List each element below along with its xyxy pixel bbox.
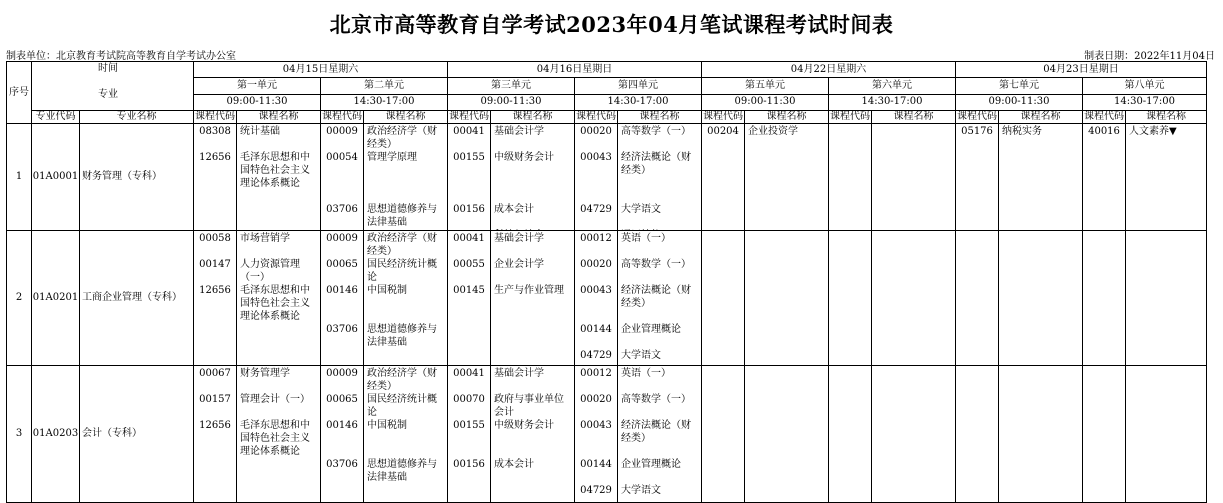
- course-code-cell: [1083, 366, 1126, 503]
- course-name-cell: [999, 366, 1083, 503]
- day-header: 04月16日星期日: [448, 62, 702, 78]
- course-name: 中国税制: [367, 420, 407, 431]
- course-name: 思想道德修养与法律基础: [367, 204, 437, 228]
- course-code: 03706: [326, 459, 358, 470]
- course-code-cell: [321, 124, 364, 231]
- course-code: 04729: [580, 485, 612, 496]
- course-code: 12656: [199, 152, 231, 163]
- course-code: 00144: [580, 459, 612, 470]
- course-code-cell: [194, 124, 237, 231]
- course-code-cell: [1083, 231, 1126, 366]
- page-title: 北京市高等教育自学考试2023年04月笔试课程考试时间表: [329, 12, 894, 37]
- course-code: 00041: [453, 126, 485, 137]
- course-code: 00041: [453, 233, 485, 244]
- course-name-cell: [237, 231, 321, 366]
- course-code: 00020: [580, 394, 612, 405]
- course-code: 00156: [453, 459, 485, 470]
- course-name-cell: [618, 231, 702, 366]
- course-code-header: 课程代码: [830, 111, 870, 122]
- major-code: 01A0201: [32, 231, 80, 366]
- course-code: 00020: [580, 126, 612, 137]
- table-row: [7, 231, 1207, 366]
- course-code: 00043: [580, 420, 612, 431]
- course-code: 00009: [326, 233, 358, 244]
- course-code-cell: [702, 124, 745, 231]
- course-name: 中国税制: [367, 285, 407, 296]
- course-code-cell: [575, 366, 618, 503]
- course-code: 00012: [580, 233, 612, 244]
- table-row: [7, 124, 1207, 231]
- course-name: 市场营销学: [240, 233, 290, 244]
- course-code-cell: [702, 366, 745, 503]
- course-name: 国民经济统计概论: [367, 259, 437, 283]
- course-name-cell: [491, 366, 575, 503]
- course-name-cell: [491, 231, 575, 366]
- row-seq: 1: [7, 124, 32, 231]
- major-code-header: 专业代码: [32, 111, 80, 124]
- course-name: 纳税实务: [1002, 126, 1042, 137]
- major-name: 财务管理（专科）: [80, 124, 194, 231]
- course-name: 经济法概论（财经类）: [621, 285, 691, 309]
- course-code: 00067: [199, 368, 231, 379]
- unit-header: 第七单元: [956, 78, 1083, 94]
- course-name: 政治经济学（财经类）: [367, 233, 437, 257]
- row-seq: 2: [7, 231, 32, 366]
- course-name: 毛泽东思想和中国特色社会主义理论体系概论: [240, 420, 310, 457]
- day-header: 04月22日星期六: [702, 62, 956, 78]
- unit-header: 第三单元: [448, 78, 575, 94]
- course-code-cell: [321, 231, 364, 366]
- course-name-cell: [1126, 124, 1207, 231]
- course-name: 成本会计: [494, 204, 534, 215]
- major-code: 01A0001: [32, 124, 80, 231]
- course-code-cell: [448, 124, 491, 231]
- seq-header: 序号: [7, 62, 32, 124]
- course-code: 40016: [1088, 126, 1120, 137]
- time-range: 09:00-11:30: [702, 94, 829, 110]
- course-code-cell: [575, 124, 618, 231]
- course-name: 管理学原理: [367, 152, 417, 163]
- course-name-cell: [872, 231, 956, 366]
- course-name: 人力资源管理（一）: [240, 259, 300, 283]
- course-name: 大学语文: [621, 204, 661, 215]
- course-name-cell: [872, 124, 956, 231]
- row-seq: 3: [7, 366, 32, 503]
- course-name: 政治经济学（财经类）: [367, 368, 437, 392]
- course-name: 毛泽东思想和中国特色社会主义理论体系概论: [240, 152, 310, 189]
- course-code-cell: [829, 366, 872, 503]
- course-code-header: 课程代码: [957, 111, 997, 122]
- course-name-header: 课程名称: [1126, 111, 1207, 124]
- course-name: 英语（一）: [621, 233, 671, 244]
- course-name-cell: [364, 366, 448, 503]
- course-code: 00041: [453, 368, 485, 379]
- issuer-label: 制表单位：北京教育考试院高等教育自学考试办公室: [6, 51, 236, 62]
- course-code: 00144: [580, 324, 612, 335]
- day-header: 04月15日星期六: [194, 62, 448, 78]
- course-code: 00043: [580, 285, 612, 296]
- time-major-header: [32, 62, 194, 111]
- date-label: 制表日期：2022年11月04日: [1084, 51, 1215, 62]
- unit-header: 第六单元: [829, 78, 956, 94]
- time-range: 09:00-11:30: [448, 94, 575, 110]
- course-name: 管理会计（一）: [240, 394, 310, 405]
- course-code-cell: [956, 231, 999, 366]
- course-code-cell: [321, 366, 364, 503]
- course-name-cell: [1126, 366, 1207, 503]
- course-code-cell: [702, 231, 745, 366]
- time-range: 09:00-11:30: [194, 94, 321, 110]
- table-row: [7, 366, 1207, 503]
- course-name: 英语（一）: [621, 368, 671, 379]
- course-code: 00204: [707, 126, 739, 137]
- exam-schedule-table: [6, 61, 1207, 503]
- time-range: 14:30-17:00: [1083, 94, 1207, 110]
- course-name: 大学语文: [621, 350, 661, 361]
- course-code: 03706: [326, 204, 358, 215]
- time-range: 14:30-17:00: [321, 94, 448, 110]
- course-code: 05176: [961, 126, 993, 137]
- course-name-header: 课程名称: [491, 111, 575, 124]
- course-name-header: 课程名称: [618, 111, 702, 124]
- course-name: 财务管理学: [240, 368, 290, 379]
- course-code-header: 课程代码: [703, 111, 743, 122]
- course-name-cell: [745, 231, 829, 366]
- course-code-header: 课程代码: [449, 111, 489, 122]
- course-code: 04729: [580, 350, 612, 361]
- time-range: 09:00-11:30: [956, 94, 1083, 110]
- unit-header: 第二单元: [321, 78, 448, 94]
- course-code: 00155: [453, 152, 485, 163]
- course-code-cell: [448, 366, 491, 503]
- course-code-cell: [194, 231, 237, 366]
- course-code: 00147: [199, 259, 231, 270]
- course-name: 企业管理概论: [621, 324, 681, 335]
- unit-header: 第四单元: [575, 78, 702, 94]
- time-range: 14:30-17:00: [575, 94, 702, 110]
- course-name: 政府与事业单位会计: [494, 394, 564, 418]
- course-name: 企业会计学: [494, 259, 544, 270]
- schedule-body: [7, 124, 1207, 503]
- course-code: 00070: [453, 394, 485, 405]
- course-name-header: 课程名称: [745, 111, 829, 124]
- course-name: 政治经济学（财经类）: [367, 126, 437, 150]
- course-code-cell: [956, 124, 999, 231]
- course-name-cell: [999, 231, 1083, 366]
- course-code-cell: [448, 231, 491, 366]
- course-code: 00054: [326, 152, 358, 163]
- course-name: 思想道德修养与法律基础: [367, 459, 437, 483]
- course-name: 高等数学（一）: [621, 126, 691, 137]
- course-name-cell: [491, 124, 575, 231]
- course-name-header: 课程名称: [364, 111, 448, 124]
- course-code: 00065: [326, 259, 358, 270]
- time-range: 14:30-17:00: [829, 94, 956, 110]
- course-name: 中级财务会计: [494, 420, 554, 431]
- major-header: 专业: [98, 89, 118, 100]
- course-code-header: 课程代码: [1084, 111, 1124, 122]
- course-name: 生产与作业管理: [494, 285, 564, 296]
- major-name: 工商企业管理（专科）: [80, 231, 194, 366]
- course-code: 12656: [199, 285, 231, 296]
- course-code: 00020: [580, 259, 612, 270]
- course-code-header: 课程代码: [576, 111, 616, 122]
- course-code-cell: [575, 231, 618, 366]
- course-code: 00156: [453, 204, 485, 215]
- course-code: 00055: [453, 259, 485, 270]
- course-name-header: 课程名称: [237, 111, 321, 124]
- course-code-cell: [829, 231, 872, 366]
- course-code: 00145: [453, 285, 485, 296]
- course-code: 00009: [326, 126, 358, 137]
- major-name-header: 专业名称: [80, 111, 194, 124]
- course-name: 基础会计学: [494, 126, 544, 137]
- course-name-cell: [999, 124, 1083, 231]
- course-name-cell: [364, 124, 448, 231]
- course-code-cell: [956, 366, 999, 503]
- course-name-cell: [237, 124, 321, 231]
- course-name: 国民经济统计概论: [367, 394, 437, 418]
- course-name: 大学语文: [621, 485, 661, 496]
- course-name: 毛泽东思想和中国特色社会主义理论体系概论: [240, 285, 310, 322]
- course-name-cell: [237, 366, 321, 503]
- course-name-cell: [618, 124, 702, 231]
- course-code: 00043: [580, 152, 612, 163]
- course-code: 00146: [326, 285, 358, 296]
- unit-header: 第五单元: [702, 78, 829, 94]
- course-code: 00146: [326, 420, 358, 431]
- course-name: 基础会计学: [494, 368, 544, 379]
- course-name-cell: [364, 231, 448, 366]
- course-code-cell: [829, 124, 872, 231]
- course-name-header: 课程名称: [999, 111, 1083, 124]
- course-code-cell: [194, 366, 237, 503]
- course-name-cell: [618, 366, 702, 503]
- course-name: 基础会计学: [494, 233, 544, 244]
- course-code: 00058: [199, 233, 231, 244]
- unit-header: 第八单元: [1083, 78, 1207, 94]
- course-name-cell: [745, 124, 829, 231]
- course-code: 03706: [326, 324, 358, 335]
- day-header: 04月23日星期日: [956, 62, 1207, 78]
- course-name: 人文素养▼: [1129, 126, 1177, 137]
- course-code-header: 课程代码: [322, 111, 362, 122]
- course-code: 00155: [453, 420, 485, 431]
- course-code: 00012: [580, 368, 612, 379]
- course-code: 00009: [326, 368, 358, 379]
- course-name: 企业投资学: [748, 126, 798, 137]
- course-name: 成本会计: [494, 459, 534, 470]
- course-name: 中级财务会计: [494, 152, 554, 163]
- course-code: 12656: [199, 420, 231, 431]
- major-code: 01A0203: [32, 366, 80, 503]
- time-header: 时间: [98, 63, 118, 74]
- major-name: 会计（专科）: [80, 366, 194, 503]
- course-code-header: 课程代码: [195, 111, 235, 122]
- course-code: 04729: [580, 204, 612, 215]
- unit-header: 第一单元: [194, 78, 321, 94]
- course-name: 经济法概论（财经类）: [621, 152, 691, 176]
- course-name: 企业管理概论: [621, 459, 681, 470]
- course-code: 00065: [326, 394, 358, 405]
- course-name-cell: [872, 366, 956, 503]
- course-name-cell: [1126, 231, 1207, 366]
- course-code: 00157: [199, 394, 231, 405]
- course-name: 思想道德修养与法律基础: [367, 324, 437, 348]
- course-name: 高等数学（一）: [621, 259, 691, 270]
- course-name-header: 课程名称: [872, 111, 956, 124]
- course-code-cell: [1083, 124, 1126, 231]
- course-name-cell: [745, 366, 829, 503]
- course-name: 高等数学（一）: [621, 394, 691, 405]
- course-name: 经济法概论（财经类）: [621, 420, 691, 444]
- course-name: 统计基础: [240, 126, 280, 137]
- course-code: 08308: [199, 126, 231, 137]
